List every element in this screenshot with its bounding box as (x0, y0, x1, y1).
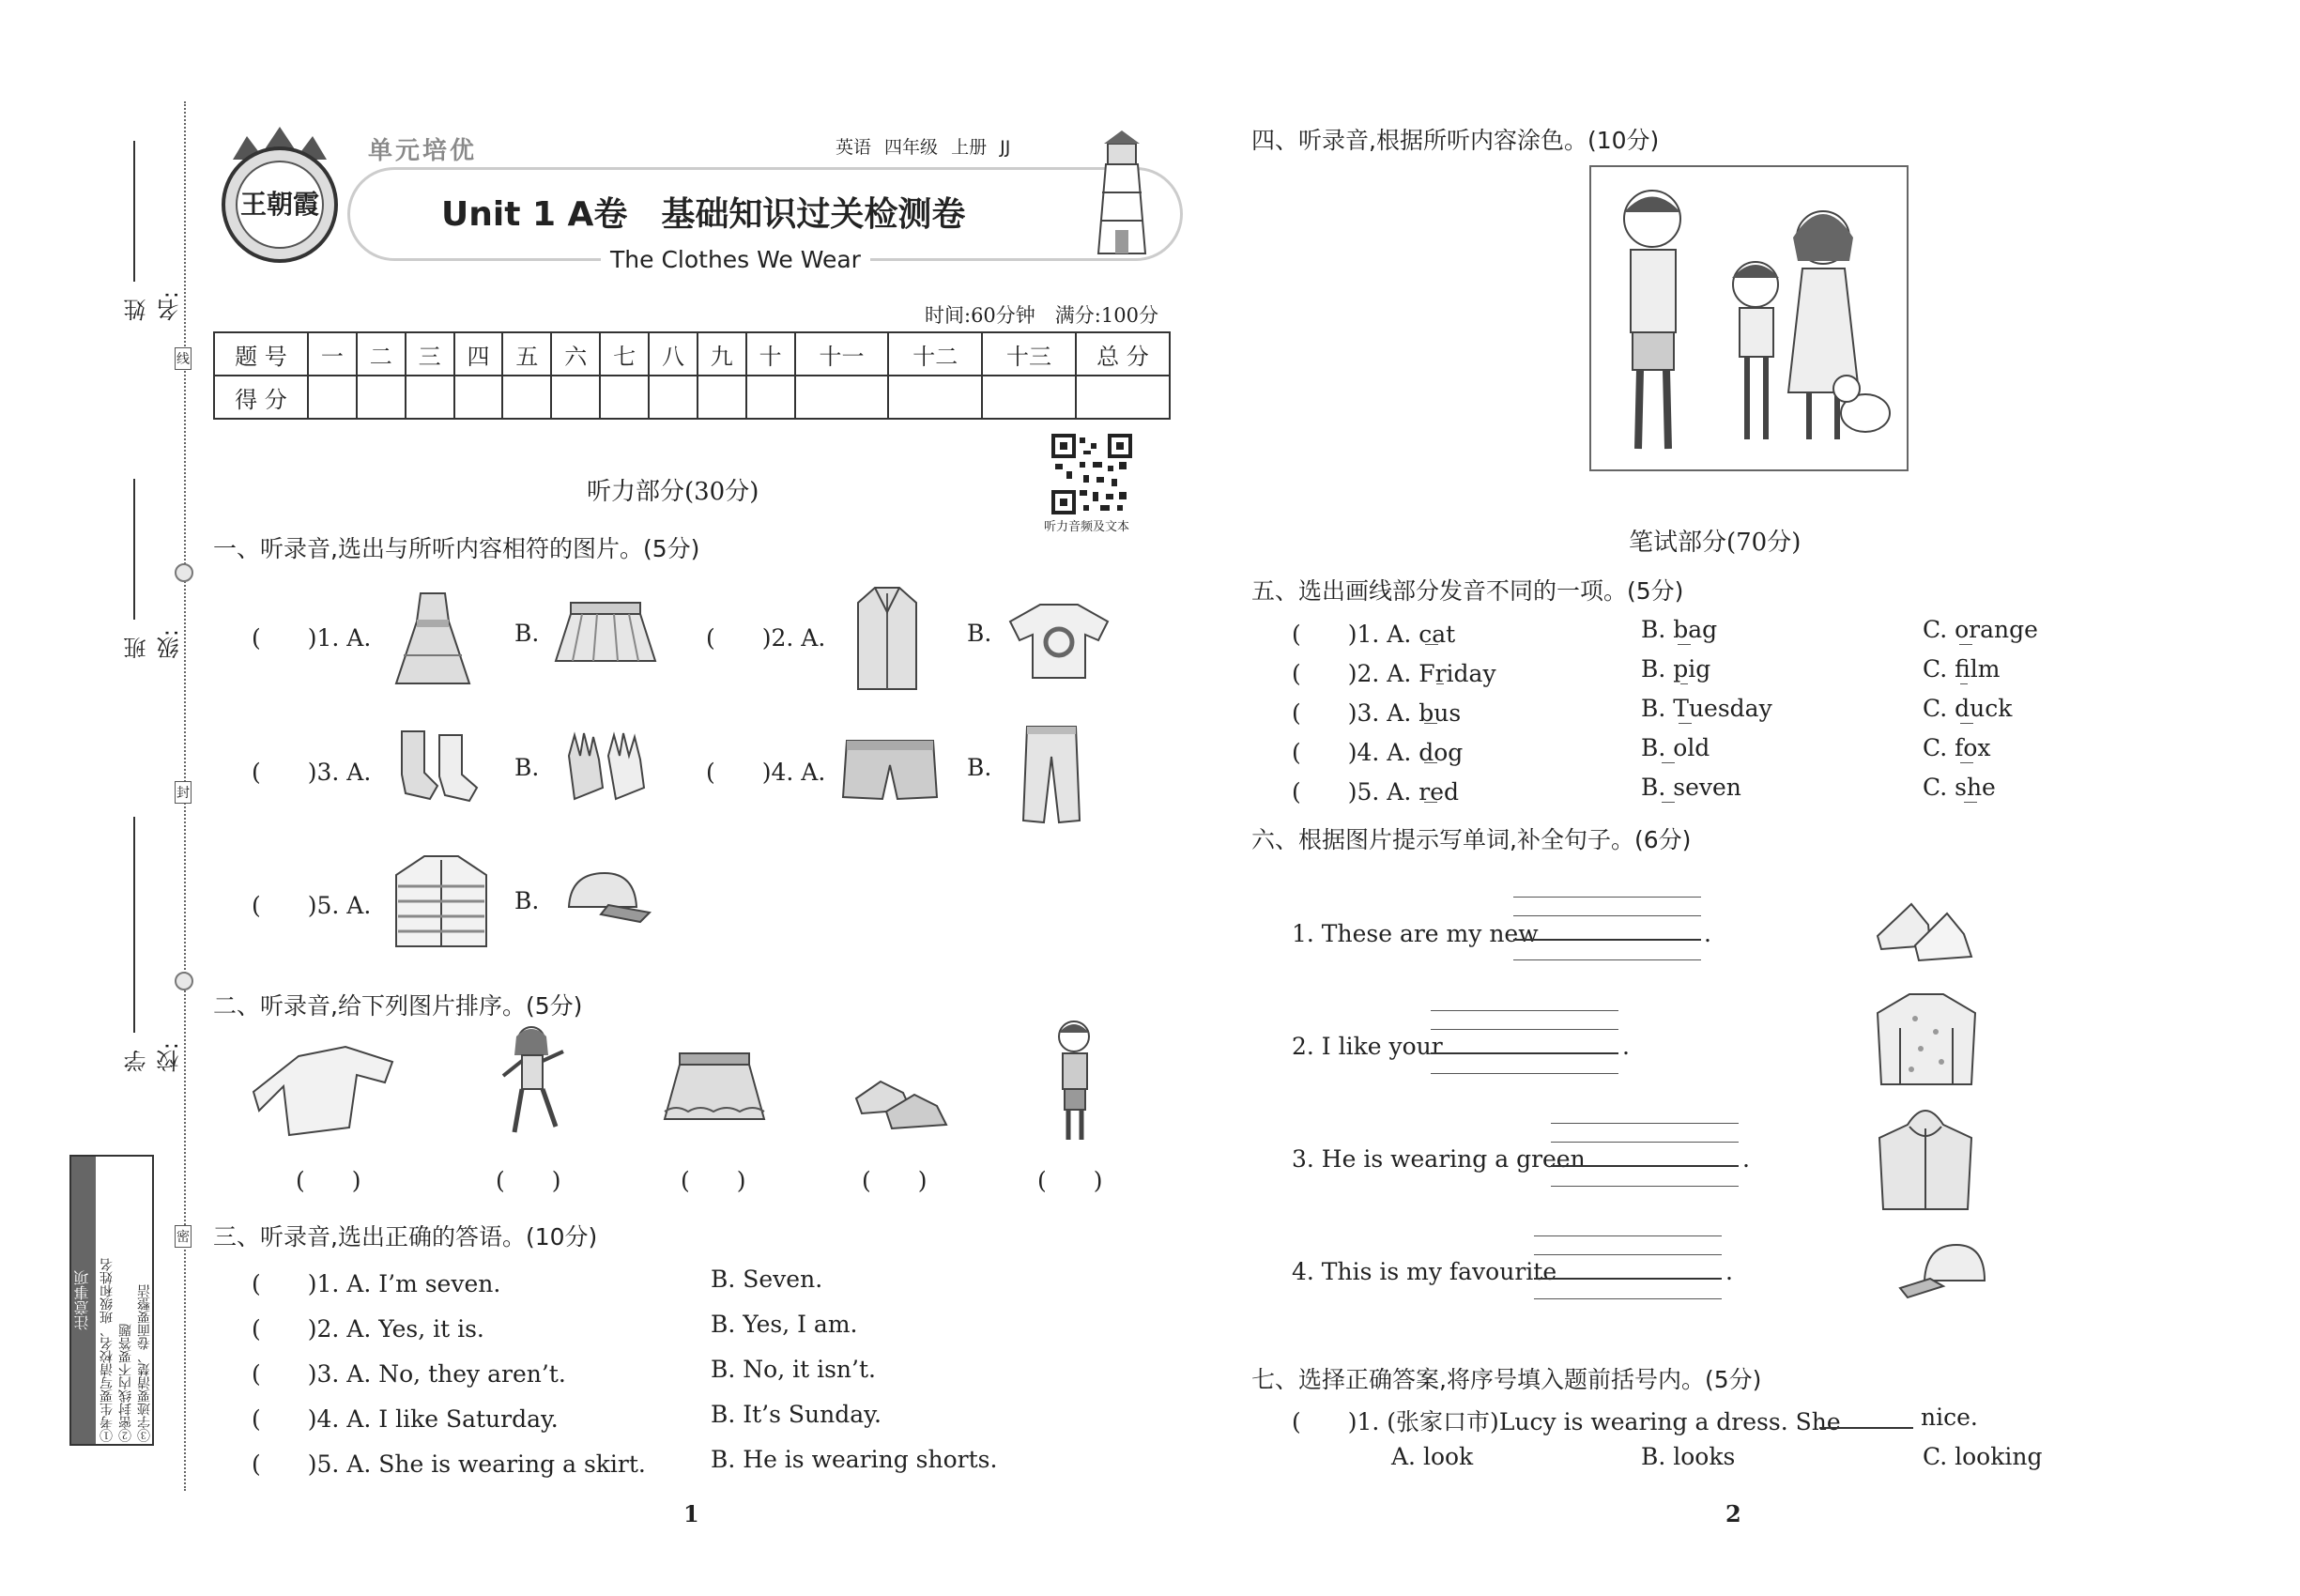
s1-q4-label: ( )4. A. (706, 759, 826, 786)
score-input-cell[interactable] (502, 376, 551, 419)
score-header-cell: 十三 (982, 332, 1076, 376)
s5-underline-mark (1425, 644, 1438, 645)
shorts-icon (841, 737, 939, 806)
s5-q1-c: C. orange (1923, 616, 2038, 643)
s6-q1-period: . (1704, 920, 1711, 947)
s5-q2-b: B. pig (1641, 655, 1711, 683)
s6-q2: 2. I like your (1292, 1033, 1443, 1060)
s6-q1-guide-2 (1513, 915, 1701, 916)
score-header-cell: 四 (454, 332, 503, 376)
s7-q1: ( )1. (张家口市)Lucy is wearing a dress. She (1292, 1408, 1841, 1435)
page-title: Unit 1 A卷 基础知识过关检测卷 (441, 195, 966, 234)
s5-q3: ( )3. A. bus (1292, 699, 1462, 727)
s5-underline-mark (1959, 644, 1972, 645)
score-input-cell[interactable] (454, 376, 503, 419)
page-subtitle: The Clothes We Wear (601, 246, 870, 273)
score-header-cell: 八 (649, 332, 698, 376)
score-header-label: 题 号 (214, 332, 308, 376)
s3-q1: ( )1. A. I’m seven. (252, 1270, 501, 1297)
score-header-cell: 七 (600, 332, 649, 376)
s3-q1-b: B. Seven. (711, 1266, 823, 1293)
family-icon (1591, 167, 1907, 469)
time-score: 时间:60分钟 满分:100分 (925, 304, 1158, 327)
binding-hole-1 (175, 563, 193, 582)
s5-q3-b: B. Tuesday (1641, 695, 1772, 722)
score-header-cell: 十 (746, 332, 795, 376)
section6-title: 六、根据图片提示写单词,补全句子。(6分) (1251, 826, 1692, 853)
s6-q2-period: . (1622, 1033, 1630, 1060)
score-input-cell[interactable] (551, 376, 600, 419)
s2-paren-1: ( ) (296, 1167, 361, 1194)
s6-q1-answer-line[interactable] (1513, 939, 1701, 941)
score-table-header-row (214, 332, 1170, 376)
score-row-label: 得 分 (214, 376, 308, 419)
hoodie-hint-icon (1874, 1100, 1977, 1217)
s5-underline-mark (1679, 723, 1692, 724)
s7-q1-option-a: A. look (1391, 1443, 1474, 1470)
score-input-cell[interactable] (649, 376, 698, 419)
score-input-cell[interactable] (698, 376, 746, 419)
s6-q3: 3. He is wearing a green (1292, 1145, 1586, 1173)
s6-q1: 1. These are my new (1292, 920, 1539, 947)
s6-q2-answer-line[interactable] (1431, 1052, 1618, 1054)
s5-underline-mark (1680, 683, 1688, 684)
s5-q5-c: C. she (1923, 774, 1996, 801)
s5-underline-mark (1662, 762, 1675, 763)
qr-code-icon (1051, 434, 1132, 514)
skirt-icon (554, 601, 657, 670)
s6-q1-guide-1 (1513, 897, 1701, 898)
lighthouse-icon (1080, 127, 1164, 262)
s6-q3-period: . (1742, 1145, 1750, 1173)
section1-title: 一、听录音,选出与所听内容相符的图片。(5分) (213, 535, 700, 562)
s5-q4-b: B. old (1641, 734, 1710, 761)
girl-dancing-icon (496, 1023, 571, 1149)
section4-title: 四、听录音,根据所听内容涂色。(10分) (1251, 127, 1660, 154)
cut-mark-3: 密 (175, 1225, 192, 1248)
s3-q2: ( )2. A. Yes, it is. (252, 1315, 484, 1343)
s5-q4: ( )4. A. dog (1292, 739, 1464, 766)
socks-icon (392, 728, 483, 806)
class-label: 班 级: (124, 628, 183, 660)
s1-q4-b: B. (967, 754, 992, 781)
s6-q4-guide-2 (1534, 1254, 1722, 1255)
section3-title: 三、听录音,选出正确的答语。(10分) (213, 1223, 598, 1251)
s1-q2-label: ( )2. A. (706, 624, 826, 652)
s5-underline-mark (1436, 683, 1444, 684)
s3-q2-b: B. Yes, I am. (711, 1311, 858, 1338)
class-line (133, 479, 135, 620)
school-line (133, 817, 135, 1033)
s5-q3-c: C. duck (1923, 695, 2013, 722)
s3-q3: ( )3. A. No, they aren’t. (252, 1360, 566, 1388)
name-line (133, 141, 135, 282)
binding-hole-2 (175, 972, 193, 990)
family-picture (1589, 165, 1909, 471)
pants-icon (1021, 723, 1081, 830)
boy-standing-icon (1042, 1016, 1108, 1151)
s2-paren-4: ( ) (862, 1167, 928, 1194)
s6-q2-guide-3 (1431, 1073, 1618, 1074)
dress-icon (394, 590, 471, 695)
s2-paren-3: ( ) (681, 1167, 746, 1194)
series-label: 单元培优 (368, 137, 478, 165)
score-header-cell: 六 (551, 332, 600, 376)
score-header-cell: 九 (698, 332, 746, 376)
page-number-1: 1 (683, 1500, 699, 1527)
s1-q3-b: B. (514, 754, 540, 781)
s7-q1-option-b: B. looks (1641, 1443, 1736, 1470)
score-input-cell[interactable] (357, 376, 406, 419)
school-label: 学 校: (124, 1041, 183, 1073)
s5-underline-mark (1424, 723, 1437, 724)
notice-item-3: ③字迹要清楚、卷面要整洁 (137, 1284, 152, 1442)
s6-q3-guide-2 (1551, 1142, 1739, 1143)
s5-q1: ( )1. A. cat (1292, 621, 1456, 648)
skirt-icon-2 (663, 1051, 766, 1130)
sneakers-icon (852, 1061, 950, 1140)
sweater-hint-icon (1874, 990, 1979, 1092)
notice-item-1: ①考生要写清校名、班级和姓名 (100, 1258, 115, 1442)
s1-q5-b: B. (514, 887, 540, 914)
score-header-cell: 十二 (888, 332, 982, 376)
score-header-cell: 三 (406, 332, 454, 376)
s1-q1-label: ( )1. A. (252, 624, 372, 652)
score-header-cell: 十一 (795, 332, 889, 376)
s6-q4-guide-3 (1534, 1298, 1722, 1299)
name-label: 姓 名: (124, 290, 183, 322)
score-input-cell[interactable] (888, 376, 982, 419)
s3-q5-b: B. He is wearing shorts. (711, 1446, 998, 1473)
s5-underline-mark (1424, 762, 1437, 763)
s5-underline-mark (1678, 644, 1691, 645)
cut-mark-2: 封 (175, 781, 192, 804)
s3-q4: ( )4. A. I like Saturday. (252, 1405, 559, 1433)
s6-q4-guide-1 (1534, 1235, 1722, 1236)
s5-underline-mark (1960, 683, 1968, 684)
s5-underline-mark (1960, 723, 1973, 724)
score-input-cell[interactable] (982, 376, 1076, 419)
s5-underline-mark (1424, 802, 1437, 803)
s3-q5: ( )5. A. She is wearing a skirt. (252, 1450, 646, 1478)
sweater-icon (252, 1037, 402, 1144)
s6-q3-answer-line[interactable] (1551, 1165, 1739, 1167)
s6-q2-guide-2 (1431, 1029, 1618, 1030)
s7-q1-blank[interactable] (1819, 1427, 1913, 1429)
notice-item-2: ②密封线内不要答题 (118, 1324, 133, 1442)
writing-title: 笔试部分(70分) (1629, 529, 1802, 557)
brand-logo (214, 122, 345, 263)
s6-q4: 4. This is my favourite (1292, 1258, 1557, 1285)
s6-q4-answer-line[interactable] (1534, 1278, 1722, 1280)
s5-q5-b: B. seven (1641, 774, 1741, 801)
brand-logo-text: 王朝霞 (240, 189, 320, 220)
s5-underline-mark (1960, 762, 1973, 763)
s1-q1-b: B. (514, 620, 540, 647)
score-input-cell[interactable] (746, 376, 795, 419)
cap-icon (561, 867, 652, 931)
s6-q4-period: . (1725, 1258, 1733, 1285)
jacket-icon (392, 852, 490, 954)
s5-q5: ( )5. A. red (1292, 778, 1460, 806)
gloves-icon (561, 728, 652, 810)
coat-icon (854, 584, 920, 697)
s5-q2-c: C. film (1923, 655, 2001, 683)
s6-q2-guide-1 (1431, 1010, 1618, 1011)
section7-title: 七、选择正确答案,将序号填入题前括号内。(5分) (1251, 1366, 1762, 1393)
s3-q3-b: B. No, it isn’t. (711, 1356, 876, 1383)
s1-q3-label: ( )3. A. (252, 759, 372, 786)
score-table-score-row (214, 376, 1170, 419)
cut-mark-1: 线 (175, 347, 192, 370)
s5-underline-mark (1964, 802, 1977, 803)
section5-title: 五、选出画线部分发音不同的一项。(5分) (1251, 577, 1684, 605)
s6-q3-guide-1 (1551, 1123, 1739, 1124)
page-number-2: 2 (1725, 1500, 1741, 1527)
header-meta: 英语 四年级 上册 JJ (836, 137, 1011, 158)
s7-q1-end: nice. (1921, 1404, 1978, 1431)
score-header-cell: 五 (502, 332, 551, 376)
qr-code[interactable] (1051, 434, 1132, 514)
score-header-cell: 总 分 (1076, 332, 1170, 376)
score-input-cell[interactable] (406, 376, 454, 419)
qr-caption: 听力音频及文本 (1044, 520, 1130, 534)
s5-q1-b: B. bag (1641, 616, 1718, 643)
score-table (213, 331, 1171, 420)
s5-q4-c: C. fox (1923, 734, 1991, 761)
score-input-cell[interactable] (795, 376, 889, 419)
score-input-cell[interactable] (600, 376, 649, 419)
s3-q4-b: B. It’s Sunday. (711, 1401, 882, 1428)
score-header-cell: 二 (357, 332, 406, 376)
cap-hint-icon (1896, 1239, 1990, 1309)
score-header-cell: 一 (308, 332, 357, 376)
s5-q2: ( )2. A. Friday (1292, 660, 1496, 687)
s7-q1-option-c: C. looking (1923, 1443, 2043, 1470)
tshirt-icon (1006, 601, 1112, 685)
s1-q5-label: ( )5. A. (252, 892, 372, 919)
score-input-cell[interactable] (308, 376, 357, 419)
s1-q2-b: B. (967, 620, 992, 647)
section2-title: 二、听录音,给下列图片排序。(5分) (213, 992, 583, 1020)
s2-paren-2: ( ) (496, 1167, 561, 1194)
notice-box (69, 1155, 154, 1446)
sneakers-hint-icon (1874, 887, 1977, 970)
s2-paren-5: ( ) (1037, 1167, 1103, 1194)
listening-title: 听力部分(30分) (587, 478, 759, 506)
s5-underline-mark (1662, 802, 1675, 803)
s6-q1-guide-3 (1513, 959, 1701, 960)
notice-title: 注意事项 (71, 1157, 96, 1444)
score-input-cell[interactable] (1076, 376, 1170, 419)
s6-q3-guide-3 (1551, 1186, 1739, 1187)
